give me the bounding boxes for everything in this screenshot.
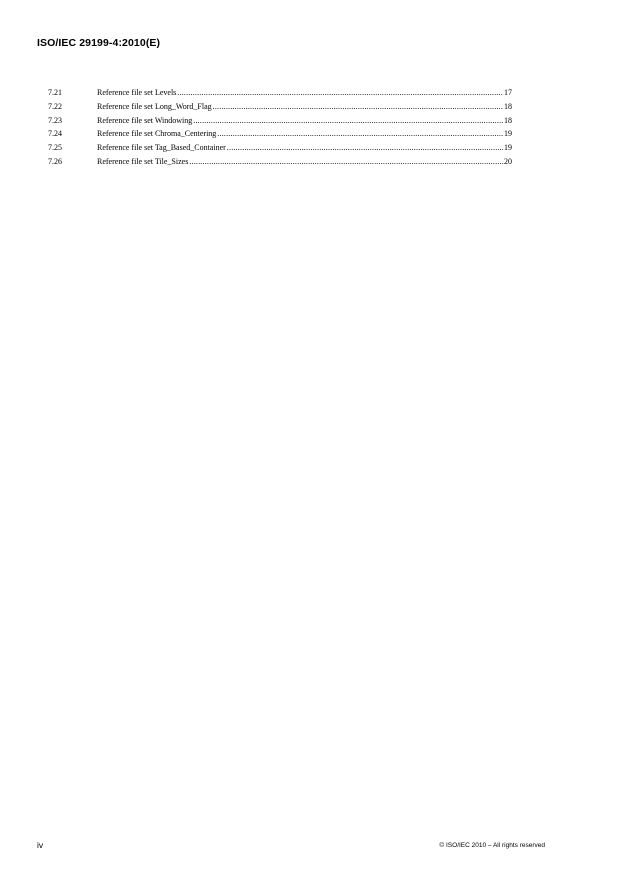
toc-dot-leader <box>227 143 503 152</box>
toc-entry-title: Reference file set Long_Word_Flag <box>97 101 212 111</box>
toc-dot-leader <box>213 102 503 111</box>
toc-entry-number: 7.21 <box>48 88 62 97</box>
footer-copyright: © ISO/IEC 2010 – All rights reserved <box>439 842 545 849</box>
toc-entry[interactable] <box>48 88 512 102</box>
toc-entry-number: 7.25 <box>48 143 62 153</box>
toc-dot-leader <box>189 157 503 166</box>
toc-entry-page: 19 <box>504 143 512 153</box>
toc-entry-number: 7.22 <box>48 101 62 111</box>
toc-dot-leader <box>217 129 503 138</box>
toc-entry[interactable] <box>48 116 512 130</box>
toc-entry-title: Reference file set Windowing <box>97 115 193 125</box>
toc-entry[interactable] <box>48 143 512 157</box>
toc-entry-page: 17 <box>504 88 512 97</box>
toc-entry[interactable] <box>48 129 512 143</box>
toc-entry-number: 7.24 <box>48 129 62 139</box>
toc-entry-title: Reference file set Tag_Based_Container <box>97 143 226 153</box>
toc-entry-title: Reference file set Chroma_Centering <box>97 129 217 139</box>
table-of-contents <box>48 88 512 171</box>
toc-entry-number: 7.23 <box>48 115 62 125</box>
toc-entry-title: Reference file set Tile_Sizes <box>97 156 189 166</box>
toc-dot-leader <box>177 88 503 97</box>
toc-entry[interactable] <box>48 157 512 171</box>
toc-entry-page: 20 <box>504 156 512 166</box>
toc-entry-page: 18 <box>504 101 512 111</box>
toc-entry-number: 7.26 <box>48 156 62 166</box>
toc-entry-page: 18 <box>504 115 512 125</box>
toc-entry-page: 19 <box>504 129 512 139</box>
toc-dot-leader <box>193 116 503 125</box>
toc-entry-title: Reference file set Levels <box>97 88 177 97</box>
toc-entry[interactable] <box>48 102 512 116</box>
footer-page-number: iv <box>37 840 44 850</box>
document-header-title: ISO/IEC 29199-4:2010(E) <box>37 37 161 49</box>
